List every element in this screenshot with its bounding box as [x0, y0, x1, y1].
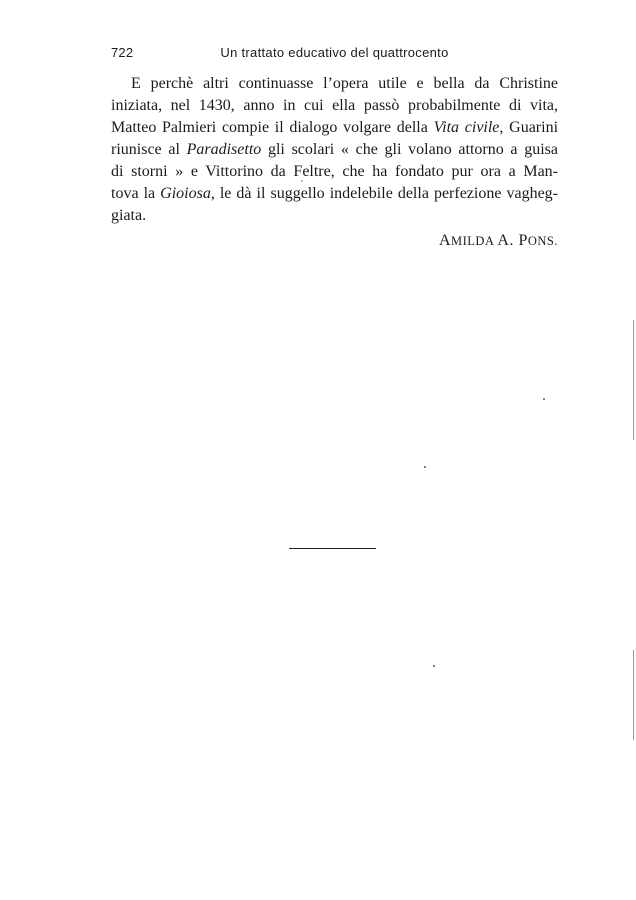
text-run: giata.: [111, 207, 147, 224]
scan-speck: [301, 180, 303, 182]
signature-part: A. P: [497, 232, 528, 249]
signature-part: A: [438, 232, 451, 249]
text-run: , le dà il suggello indelebile della perfezione vagheg-: [210, 185, 559, 202]
text-line: [111, 117, 558, 139]
scan-edge-shadow: [633, 650, 634, 740]
text-line: [111, 183, 558, 205]
running-title: Un trattato educativo del quattrocento: [220, 45, 449, 60]
page-header: [111, 45, 558, 65]
scan-speck: [424, 466, 426, 468]
italic-title: Paradisetto: [186, 141, 262, 158]
text-line: [111, 139, 558, 161]
page-number: 722: [111, 45, 134, 60]
author-signature: [439, 232, 558, 250]
italic-title: Gioiosa: [160, 185, 211, 202]
text-run: di storni » e Vittorino da Feltre, che ha fondato pur ora a Man-: [111, 163, 558, 180]
text-line: [111, 161, 558, 183]
text-run: E perchè altri continuasse l’opera utile e bella da Christine: [131, 75, 558, 92]
signature-part: MILDA: [451, 234, 498, 248]
scan-speck: [433, 665, 435, 667]
text-run: riunisce al: [111, 141, 187, 158]
text-line: [111, 73, 558, 95]
closing-paragraph: [111, 73, 558, 227]
text-run: tova la: [111, 185, 161, 202]
scan-edge-shadow: [633, 320, 634, 440]
text-run: gli scolari « che gli volano attorno a guisa: [261, 141, 558, 158]
text-line: [111, 205, 558, 227]
scan-speck: [543, 398, 545, 400]
text-line: [111, 95, 558, 117]
section-end-rule: [289, 548, 376, 549]
text-run: , Guarini: [499, 119, 559, 136]
italic-title: Vita civile: [433, 119, 500, 136]
signature-part: ONS.: [527, 234, 558, 248]
text-run: iniziata, nel 1430, anno in cui ella passò probabilmente di vita,: [111, 97, 558, 114]
text-run: Matteo Palmieri compie il dialogo volgare della: [111, 119, 434, 136]
